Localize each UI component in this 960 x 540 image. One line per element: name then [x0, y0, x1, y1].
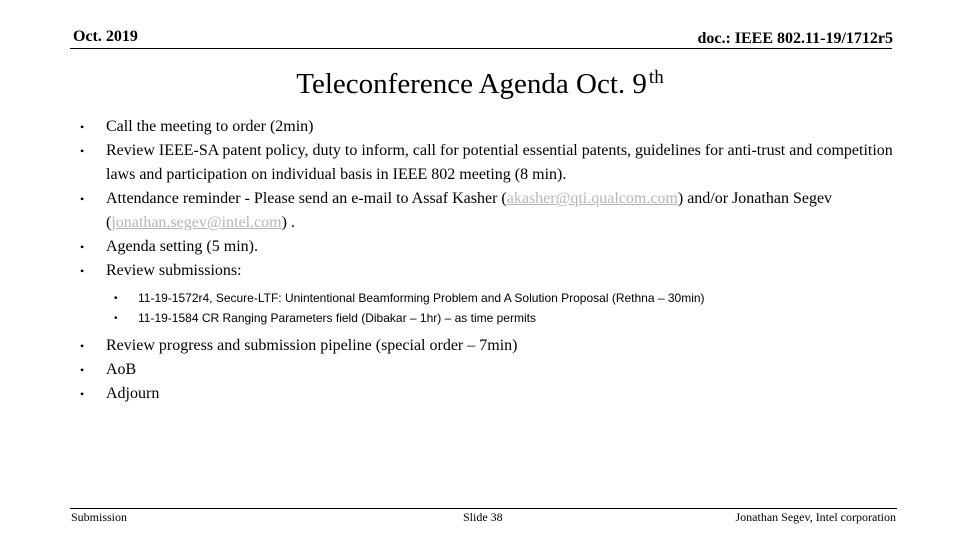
agenda-item-patent-policy [80, 139, 900, 187]
submission-text: 11-19-1584 CR Ranging Parameters field (Dibakar – 1hr) – as time permits [138, 310, 536, 325]
slide-title-text: Teleconference Agenda Oct. 9 [296, 68, 647, 100]
agenda-item-text: ) and/or Jonathan Segev ( [106, 190, 833, 231]
slide-title [0, 58, 960, 104]
agenda-item-agenda-setting [80, 235, 900, 259]
bullet-icon: • [80, 264, 85, 278]
agenda-item-adjourn [80, 382, 900, 406]
sub-bullet-icon: • [114, 293, 118, 304]
agenda-item-text: AoB [106, 361, 137, 378]
submission-item-1572 [80, 289, 900, 309]
footer-divider [70, 508, 897, 509]
bullet-icon: • [80, 240, 85, 254]
agenda-list [80, 115, 900, 406]
footer-submission: Submission [71, 510, 128, 524]
bullet-icon: • [80, 192, 85, 206]
sub-bullet-icon: • [114, 312, 118, 324]
agenda-item-text: Attendance reminder - Please send an e-mail to Assaf Kasher ( [106, 190, 507, 207]
agenda-item-text: Review IEEE-SA patent policy, duty to inform, call for potential essential patents, guidelines for anti-trust and competition laws and participation on individual basis in IEEE 802 meeting (8 min). [106, 142, 893, 183]
slide-title-superscript: th [648, 67, 664, 88]
footer-author: Jonathan Segev, Intel corporation [735, 510, 896, 524]
agenda-item-text: Review submissions: [106, 262, 242, 279]
agenda-item-text: Call the meeting to order (2min) [106, 118, 314, 135]
agenda-item-text: ) . [281, 214, 295, 231]
header-date: Oct. 2019 [73, 28, 138, 45]
agenda-item-text: Review progress and submission pipeline (special order – 7min) [106, 337, 518, 354]
agenda-item-text: Agenda setting (5 min). [106, 238, 258, 255]
email-link-jonathan[interactable]: jonathan.segev@intel.com [111, 214, 282, 231]
bullet-icon: • [80, 120, 85, 134]
bullet-icon: • [80, 144, 85, 158]
agenda-item-text: Adjourn [106, 385, 160, 402]
submission-item-1584 [80, 309, 900, 329]
agenda-item-attendance [80, 187, 900, 235]
agenda-item-aob [80, 358, 900, 382]
bullet-icon: • [80, 387, 85, 401]
footer-slide-number: Slide 38 [463, 510, 503, 524]
header-divider [70, 48, 892, 49]
email-link-assaf[interactable]: akasher@qti.qualcom.com [506, 190, 678, 207]
bullet-icon: • [80, 339, 85, 353]
agenda-item-pipeline [80, 334, 900, 358]
agenda-item-review-submissions [80, 259, 900, 283]
header-doc-id: doc.: IEEE 802.11-19/1712r5 [697, 30, 893, 47]
agenda-item-call-to-order [80, 115, 900, 139]
bullet-icon: • [80, 363, 85, 377]
submission-text: 11-19-1572r4, Secure-LTF: Unintentional Beamforming Problem and A Solution Proposal (Rethna – 30min) [138, 291, 705, 305]
